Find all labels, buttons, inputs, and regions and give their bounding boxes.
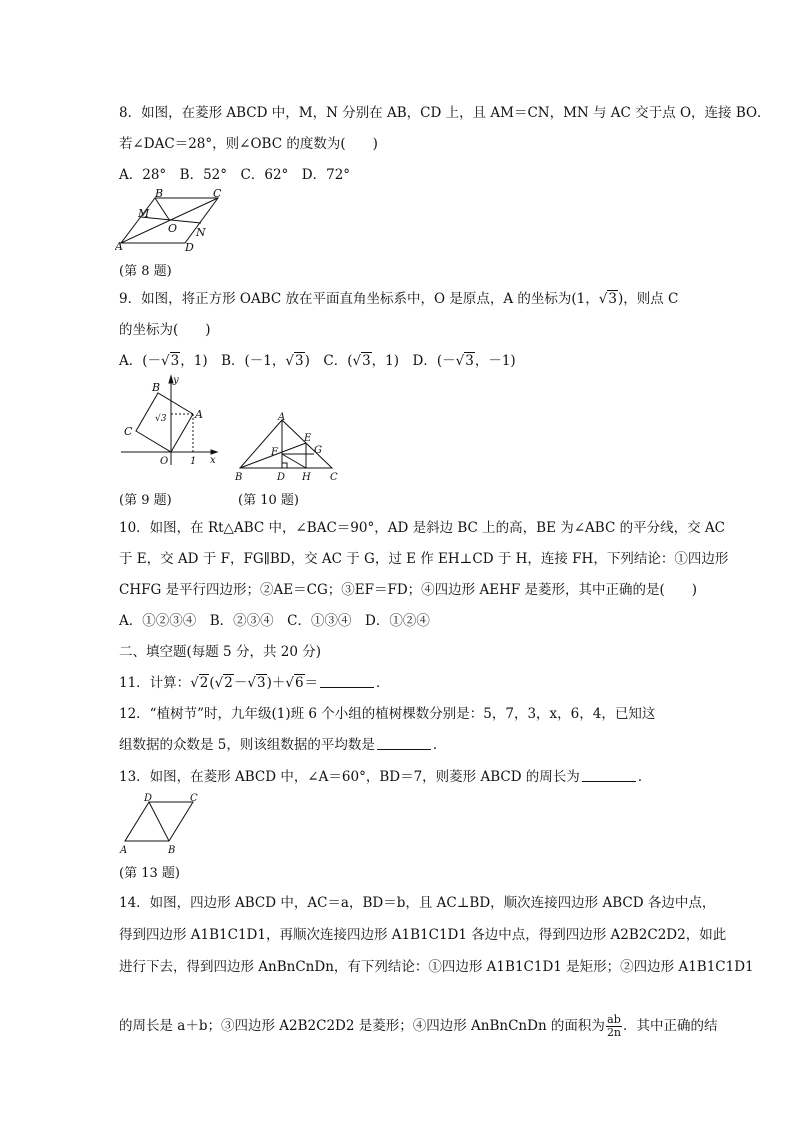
q10-caption: (第 10 题): [238, 493, 299, 508]
q8-caption: (第 8 题): [119, 264, 172, 279]
q8-line1: 8．如图，在菱形 ABCD 中，M，N 分别在 AB，CD 上，且 AM＝CN，MN 与 AC 交于点 O，连接 BO．: [119, 105, 771, 121]
q8-label-C: C: [213, 187, 222, 200]
q9-line1: 9．如图，将正方形 OABC 放在平面直角坐标系中，O 是原点，A 的坐标为(1，√3)，则点 C: [119, 291, 679, 307]
q8-label-O: O: [168, 222, 178, 235]
q10-label-H: H: [302, 472, 311, 482]
q10-options: A．①②③④ B．②③④ C．①③④ D．①②④: [119, 613, 430, 629]
q13-line1: 13．如图，在菱形 ABCD 中，∠A＝60°，BD＝7，则菱形 ABCD 的周长为 ．: [119, 769, 652, 785]
q9-label-O: O: [160, 456, 169, 467]
q8-rhombus-figure: [115, 186, 235, 252]
q13-label-B: B: [168, 845, 176, 856]
q14-line3: 进行下去，得到四边形 AnBnCnDn，有下列结论：①四边形 A1B1C1D1 是矩形；②四边形 A1B1C1D1: [119, 959, 754, 975]
section-heading: 二、填空题(每题 5 分，共 20 分): [119, 644, 321, 660]
q13-label-C: C: [190, 793, 198, 804]
q9-label-root3: √3: [155, 414, 167, 424]
q10-triangle-figure: [232, 410, 344, 482]
q10-line3: CHFG 是平行四边形；②AE＝CG；③EF＝FD；④四边形 AEHF 是菱形，其中正确的是( ): [119, 582, 698, 598]
q9-options: A．(－√3，1) B．(－1，√3) C．(√3，1) D．(－√3，－1): [119, 353, 516, 369]
q9-line2: 的坐标为( ): [119, 322, 211, 338]
q8-label-B: B: [155, 187, 164, 200]
q10-label-D: D: [277, 472, 286, 482]
q13-label-D: D: [144, 793, 153, 804]
q11-answer-blank[interactable]: [320, 675, 374, 688]
q12-line2: 组数据的众数是 5，则该组数据的平均数是 ．: [119, 737, 447, 753]
q10-label-G: G: [314, 445, 322, 456]
q10-label-B: B: [235, 472, 243, 482]
q8-options: A．28° B．52° C．62° D．72°: [119, 167, 351, 183]
q13-label-A: A: [120, 845, 128, 856]
q8-label-A: A: [115, 240, 123, 252]
q14-fraction: $\frac{ab}{2n}$: [606, 1013, 622, 1039]
q14-line1: 14．如图，四边形 ABCD 中，AC＝a，BD＝b，且 AC⊥BD，顺次连接四边形 ABCD 各边中点，: [119, 895, 716, 911]
q8-label-M: M: [138, 207, 150, 220]
q9-label-C: C: [124, 425, 133, 438]
q9-label-one: 1: [190, 456, 197, 467]
q13-caption: (第 13 题): [119, 866, 180, 881]
q9-label-B: B: [152, 381, 161, 394]
q12-answer-blank[interactable]: [377, 737, 431, 750]
q10-line2: 于 E，交 AD 于 F，FG∥BD，交 AC 于 G，过 E 作 EH⊥CD 于 H，连接 FH，下列结论：①四边形: [119, 551, 729, 567]
q13-rhombus-figure: [115, 790, 205, 856]
q14-line2: 得到四边形 A1B1C1D1，再顺次连接四边形 A1B1C1D1 各边中点，得到四边形 A2B2C2D2，如此: [119, 927, 727, 943]
q9-caption: (第 9 题): [119, 493, 172, 508]
q8-label-N: N: [196, 226, 206, 239]
q10-label-C: C: [330, 472, 338, 482]
q9-label-A: A: [195, 408, 203, 421]
q10-label-E: E: [304, 433, 312, 444]
q12-line1: 12．“植树节”时，九年级(1)班 6 个小组的植树棵数分别是：5，7，3，x，6，4，已知这: [119, 706, 656, 722]
q9-coordinate-figure: [115, 373, 223, 469]
q9-label-y: y: [173, 375, 179, 386]
q10-label-A: A: [278, 412, 286, 423]
q14-line4: 的周长是 a＋b；③四边形 A2B2C2D2 是菱形；④四边形 AnBnCnDn 的面积为 $\frac{ab}{2n}$ ．其中正确的结: [119, 1013, 718, 1039]
q10-line1: 10．如图，在 Rt△ABC 中，∠BAC＝90°，AD 是斜边 BC 上的高，BE 为∠ABC 的平分线，交 AC: [119, 520, 725, 536]
q11-line: 11．计算：√2(√2－√3)＋√6＝ ．: [119, 675, 390, 691]
q10-label-F: F: [271, 447, 278, 458]
q9-label-x: x: [210, 455, 216, 466]
q8-label-D: D: [185, 241, 194, 252]
q8-line2: 若∠DAC＝28°，则∠OBC 的度数为( ): [119, 136, 378, 152]
q13-answer-blank[interactable]: [582, 769, 636, 782]
